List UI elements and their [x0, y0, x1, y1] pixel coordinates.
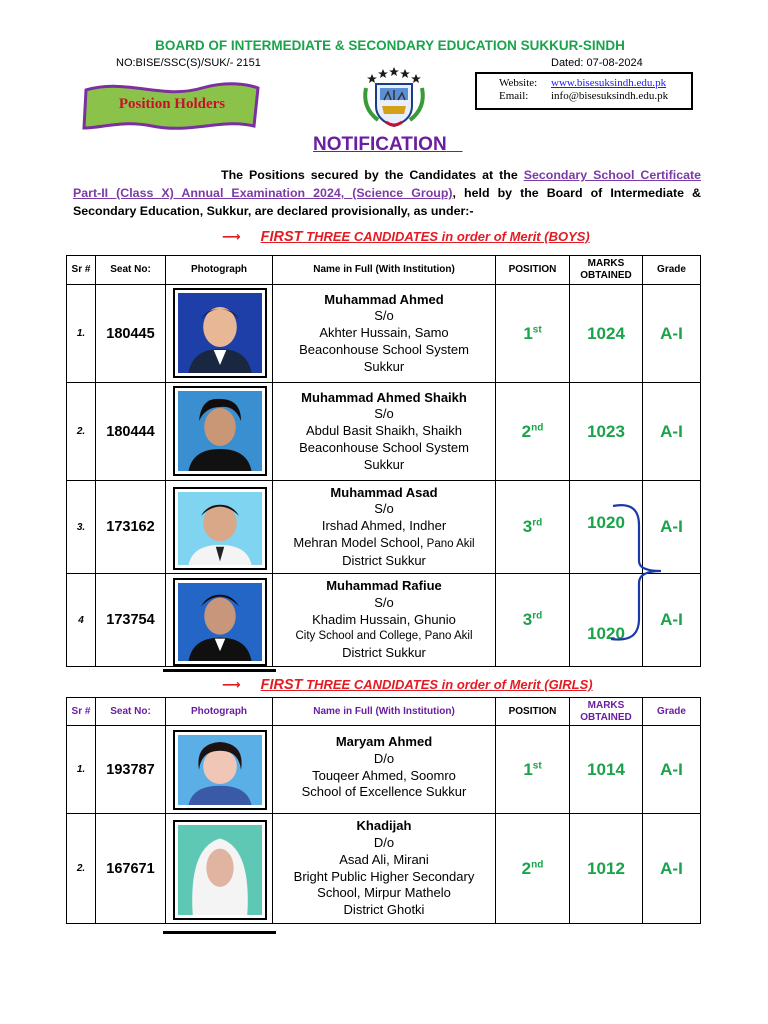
- reference-number: NO:BISE/SSC(S)/SUK/- 2151: [116, 57, 261, 69]
- photo-frame-underline: [163, 931, 276, 934]
- photo-cell: [166, 814, 273, 924]
- col-seat: Seat No:: [96, 256, 166, 285]
- marks-cell: 1023: [570, 383, 643, 481]
- col-sr: Sr #: [67, 256, 96, 285]
- table-row: [67, 383, 701, 481]
- grade-cell: A-I: [643, 574, 701, 667]
- candidate-photo: [173, 730, 267, 810]
- seat-cell: 173162: [96, 481, 166, 574]
- position-cell: 2nd: [496, 383, 570, 481]
- col-seat: Seat No:: [96, 698, 166, 726]
- date: Dated: 07-08-2024: [551, 57, 643, 69]
- contact-box: [475, 72, 693, 110]
- arrow-icon: ⟶: [222, 229, 241, 244]
- name-cell: Muhammad Rafiue S/o Khadim Hussain, Ghunio City School and College, Pano Akil District Sukkur: [273, 574, 496, 667]
- candidate-photo: [173, 820, 267, 920]
- name-cell: Maryam Ahmed D/o Touqeer Ahmed, Soomro School of Excellence Sukkur: [273, 726, 496, 814]
- col-grade: Grade: [643, 256, 701, 285]
- name-cell: Khadijah D/o Asad Ali, Mirani Bright Public Higher Secondary School, Mirpur Mathelo District Ghotki: [273, 814, 496, 924]
- photo-cell: [166, 726, 273, 814]
- board-logo-icon: [358, 66, 430, 130]
- boys-section-title: ⟶ FIRST THREE CANDIDATES in order of Merit (BOYS): [222, 229, 590, 245]
- sr-cell: 2.: [67, 383, 96, 481]
- name-cell: Muhammad Ahmed S/o Akhter Hussain, Samo Beaconhouse School System Sukkur: [273, 285, 496, 383]
- exam-name: Secondary School Certificate Part-II (Class X) Annual Examination 2024, (Science Group): [73, 168, 701, 200]
- tie-brace-icon: [583, 503, 673, 643]
- position-cell: 1st: [496, 285, 570, 383]
- grade-cell: A-I: [643, 481, 701, 574]
- position-cell: 1st: [496, 726, 570, 814]
- marks-cell: 1012: [570, 814, 643, 924]
- grade-cell: A-I: [643, 285, 701, 383]
- table-header-row: [67, 256, 701, 285]
- grade-cell: A-I: [643, 383, 701, 481]
- col-name: Name in Full (With Institution): [273, 256, 496, 285]
- col-name: Name in Full (With Institution): [273, 698, 496, 726]
- photo-cell: [166, 574, 273, 667]
- candidate-photo: [173, 288, 267, 378]
- sr-cell: 2.: [67, 814, 96, 924]
- sr-cell: 1.: [67, 285, 96, 383]
- seat-cell: 193787: [96, 726, 166, 814]
- col-position: POSITION: [496, 256, 570, 285]
- photo-cell: [166, 481, 273, 574]
- arrow-icon: ⟶: [222, 677, 241, 692]
- sr-cell: 4: [67, 574, 96, 667]
- seat-cell: 180444: [96, 383, 166, 481]
- candidate-photo: [173, 578, 267, 666]
- table-row: [67, 285, 701, 383]
- sr-cell: 1.: [67, 726, 96, 814]
- marks-cell: 1020: [570, 481, 643, 574]
- table-header-row: [67, 698, 701, 726]
- website-link[interactable]: www.bisesuksindh.edu.pk: [551, 77, 667, 89]
- col-grade: Grade: [643, 698, 701, 726]
- page-title: NOTIFICATION: [313, 134, 447, 155]
- table-row: [67, 726, 701, 814]
- position-cell: 2nd: [496, 814, 570, 924]
- candidate-photo: [173, 386, 267, 476]
- girls-section-title: ⟶ FIRST THREE CANDIDATES in order of Merit (GIRLS): [222, 677, 593, 693]
- marks-cell: 1020: [570, 574, 643, 667]
- name-cell: Muhammad Asad S/o Irshad Ahmed, Indher Mehran Model School, Pano Akil District Sukkur: [273, 481, 496, 574]
- position-cell: 3rd: [496, 481, 570, 574]
- grade-cell: A-I: [643, 814, 701, 924]
- col-marks: MARKS OBTAINED: [570, 698, 643, 726]
- seat-cell: 173754: [96, 574, 166, 667]
- table-row: [67, 814, 701, 924]
- name-cell: Muhammad Ahmed Shaikh S/o Abdul Basit Shaikh, Shaikh Beaconhouse School System Sukkur: [273, 383, 496, 481]
- photo-cell: [166, 285, 273, 383]
- banner-label: Position Holders: [118, 96, 226, 112]
- email-address[interactable]: info@bisesuksindh.edu.pk: [551, 90, 669, 102]
- marks-cell: 1014: [570, 726, 643, 814]
- position-cell: 3rd: [496, 574, 570, 667]
- col-marks: MARKS OBTAINED: [570, 256, 643, 285]
- seat-cell: 167671: [96, 814, 166, 924]
- email-label: Email:: [499, 90, 529, 102]
- col-photo: Photograph: [166, 256, 273, 285]
- seat-cell: 180445: [96, 285, 166, 383]
- website-label: Website:: [499, 77, 538, 89]
- photo-frame-underline: [163, 669, 276, 672]
- grade-cell: A-I: [643, 726, 701, 814]
- board-name: BOARD OF INTERMEDIATE & SECONDARY EDUCATION SUKKUR-SINDH: [155, 38, 625, 53]
- girls-table: [66, 697, 701, 924]
- intro-paragraph: The Positions secured by the Candidates at the Secondary School Certificate Part-II (Class X) Annual Examination 2024, (Science Group), held by the Board of Intermediate & Secondary Education, Sukkur, are declared provisionally, as under:-: [73, 168, 701, 218]
- col-position: POSITION: [496, 698, 570, 726]
- marks-cell: 1024: [570, 285, 643, 383]
- sr-cell: 3.: [67, 481, 96, 574]
- candidate-photo: [173, 487, 267, 570]
- col-photo: Photograph: [166, 698, 273, 726]
- col-sr: Sr #: [67, 698, 96, 726]
- photo-cell: [166, 383, 273, 481]
